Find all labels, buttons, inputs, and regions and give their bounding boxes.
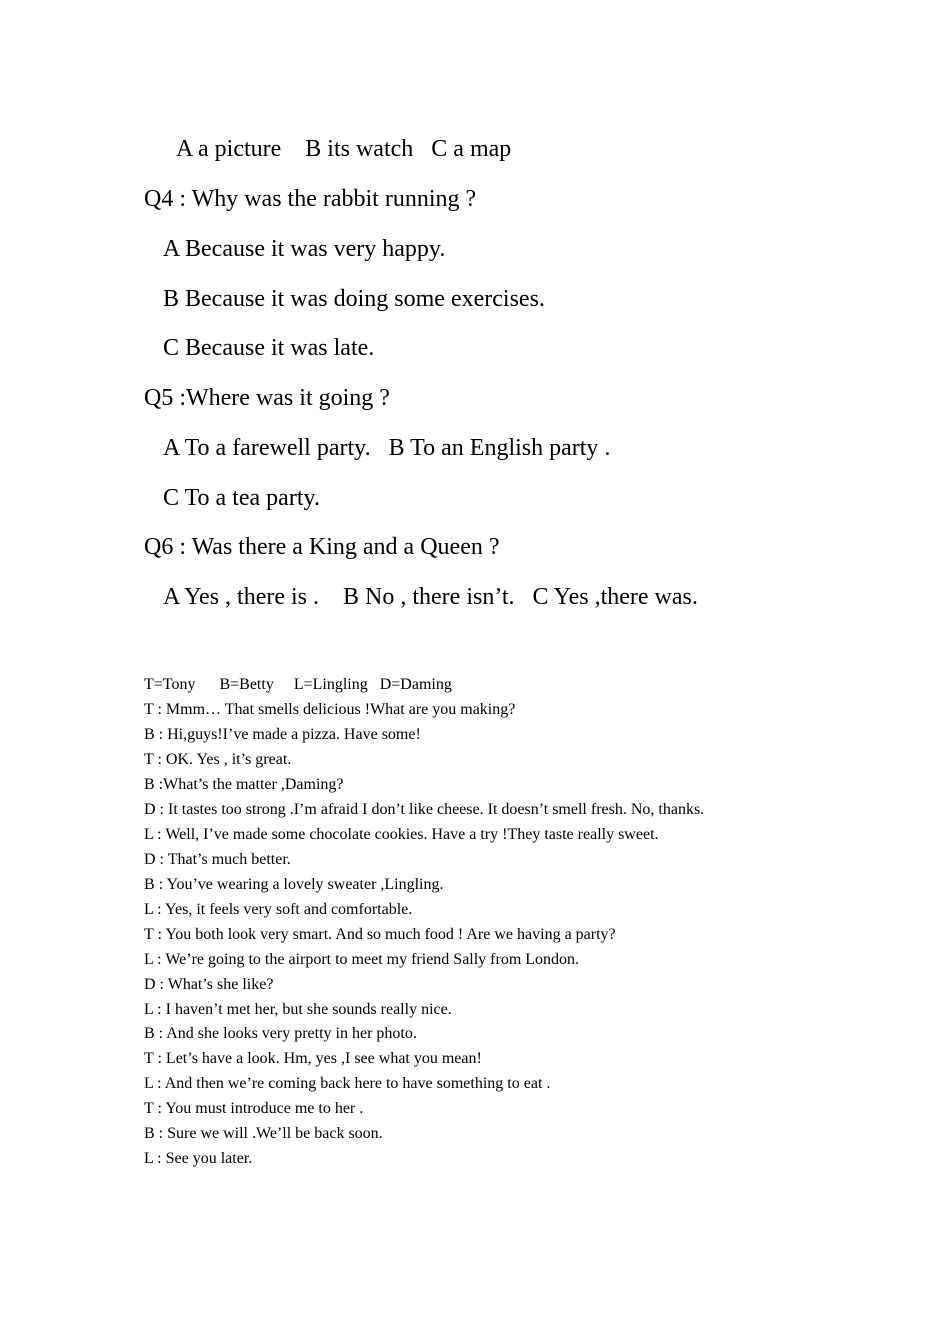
q6-options: A Yes , there is . B No , there isn’t. C Yes ,there was. [163, 584, 698, 610]
q3-options: A a picture B its watch C a map [176, 136, 512, 162]
dialogue-line: T : Mmm… That smells delicious !What are you making? [144, 701, 516, 718]
dialogue-line: D : That’s much better. [144, 851, 291, 868]
dialogue-line: L : See you later. [144, 1150, 253, 1167]
q5-options-ab: A To a farewell party. B To an English party . [163, 435, 611, 461]
dialogue-line: B : Sure we will .We’ll be back soon. [144, 1125, 383, 1142]
dialogue-key: T=Tony B=Betty L=Lingling D=Daming [144, 676, 452, 693]
dialogue-line: T : You both look very smart. And so much food ! Are we having a party? [144, 926, 616, 943]
dialogue-line: D : What’s she like? [144, 976, 274, 993]
dialogue-line: T : Let’s have a look. Hm, yes ,I see what you mean! [144, 1050, 482, 1067]
q6-question: Q6 : Was there a King and a Queen ? [144, 534, 500, 560]
dialogue-line: L : We’re going to the airport to meet my friend Sally from London. [144, 951, 580, 968]
dialogue-line: L : Well, I’ve made some chocolate cookies. Have a try !They taste really sweet. [144, 826, 659, 843]
dialogue-line: L : Yes, it feels very soft and comfortable. [144, 901, 413, 918]
q5-option-c: C To a tea party. [163, 485, 320, 511]
q4-option-c: C Because it was late. [163, 335, 375, 361]
dialogue-line: L : And then we’re coming back here to have something to eat . [144, 1075, 551, 1092]
dialogue-line: T : You must introduce me to her . [144, 1100, 364, 1117]
dialogue-line: L : I haven’t met her, but she sounds really nice. [144, 1001, 452, 1018]
q4-option-b: B Because it was doing some exercises. [163, 286, 545, 312]
dialogue-line: D : It tastes too strong .I’m afraid I don’t like cheese. It doesn’t smell fresh. No, thanks. [144, 801, 705, 818]
dialogue-line: B : Hi,guys!I’ve made a pizza. Have some! [144, 726, 421, 743]
q4-option-a: A Because it was very happy. [163, 236, 446, 262]
q4-question: Q4 : Why was the rabbit running ? [144, 186, 477, 212]
dialogue-line: T : OK. Yes , it’s great. [144, 751, 292, 768]
dialogue-line: B :What’s the matter ,Daming? [144, 776, 344, 793]
dialogue-line: B : You’ve wearing a lovely sweater ,Lingling. [144, 876, 444, 893]
q5-question: Q5 :Where was it going ? [144, 385, 390, 411]
dialogue-line: B : And she looks very pretty in her photo. [144, 1025, 417, 1042]
